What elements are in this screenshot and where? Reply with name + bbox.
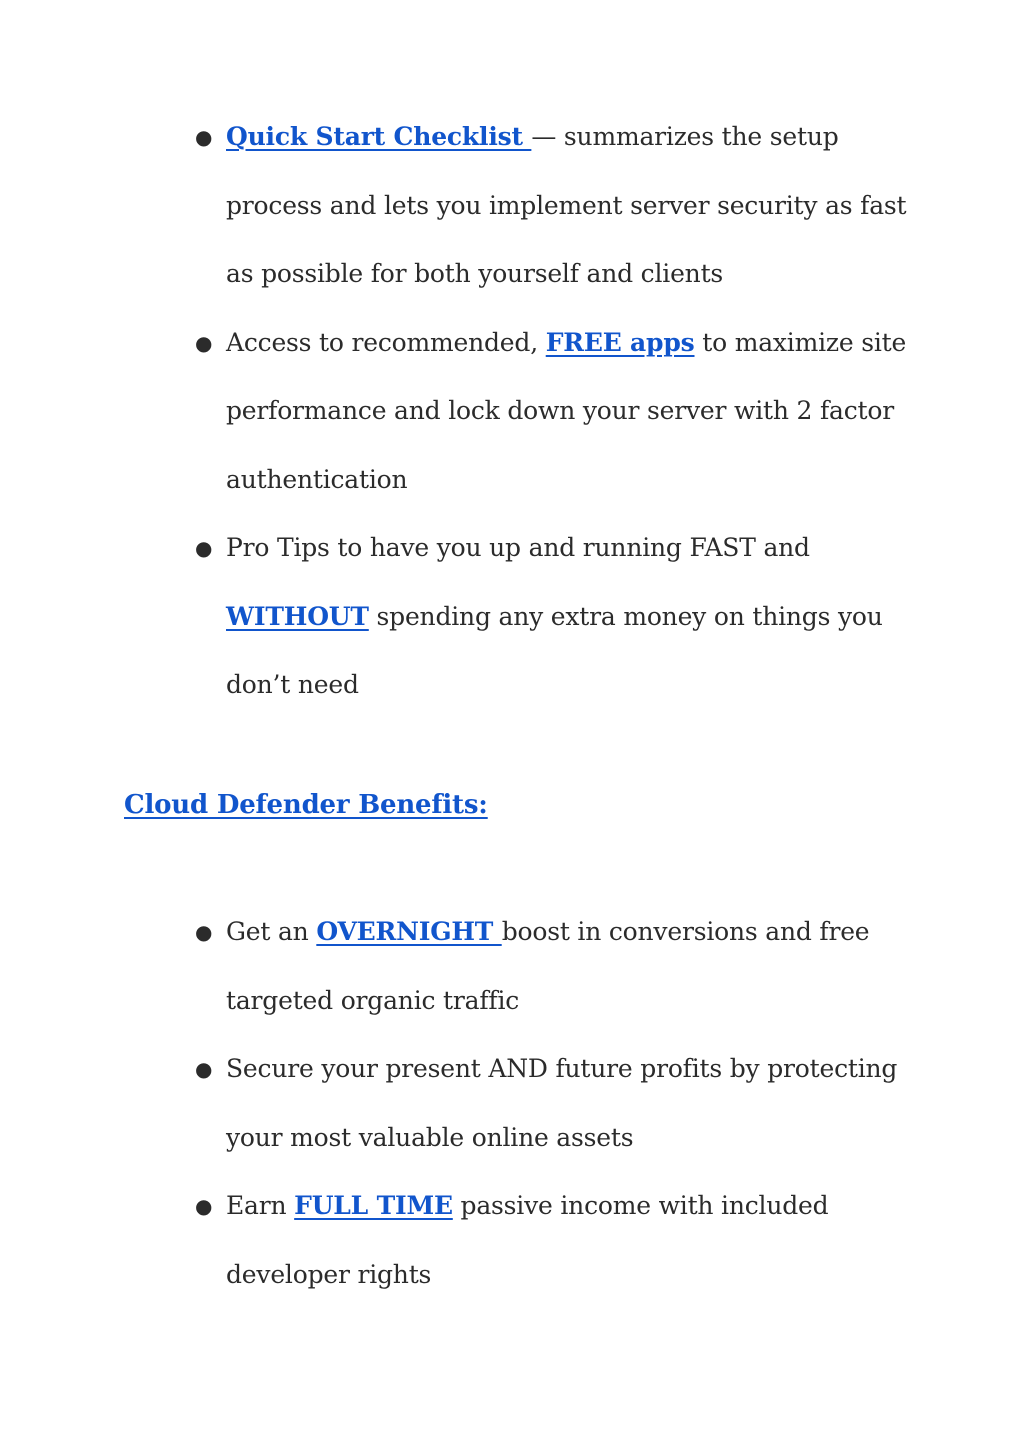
bullet-icon: ● [195,330,213,355]
list-item-pro-tips [190,514,910,720]
list-item-text: Access to recommended, [226,327,546,357]
bullet-icon: ● [195,1057,213,1081]
without-link[interactable]: WITHOUT [226,601,369,631]
quick-start-checklist-link[interactable]: Quick Start Checklist [226,122,532,151]
list-item-text: boost in conversions and free targeted organic traffic [226,917,870,1015]
list-item-text: passive income with included developer rights [226,1191,829,1289]
list-item-quick-start [190,103,910,309]
bullet-icon: ● [195,920,213,944]
list-item-text: Pro Tips to have you up and running FAST and [226,533,810,562]
bullet-icon: ● [195,1194,213,1218]
list-item-free-apps [190,309,910,515]
list-item-text: spending any extra money on things you don’t need [226,601,883,699]
list-item-text: Earn [226,1191,295,1220]
overnight-link[interactable]: OVERNIGHT [316,917,502,946]
list-item-text: to maximize site performance and lock down your server with 2 factor authentication [226,327,907,494]
bullet-icon: ● [195,125,213,149]
cloud-defender-benefits-heading-link[interactable]: Cloud Defender Benefits: [124,790,488,820]
list-item-text: Get an [226,917,317,946]
free-apps-link[interactable]: FREE apps [545,327,695,357]
list-item-overnight [190,898,910,1035]
list-item-full-time [190,1172,910,1309]
bullet-icon: ● [195,536,213,560]
top-bullet-list [190,103,910,720]
list-item-text: — summarizes the setup process and lets you implement server security as fast as possible for both yourself and clients [226,122,907,288]
list-item-secure-profits [190,1035,910,1172]
list-item-text: Secure your present AND future profits by protecting your most valuable online assets [226,1054,898,1152]
benefits-bullet-list [190,898,910,1309]
full-time-link[interactable]: FULL TIME [294,1191,453,1220]
